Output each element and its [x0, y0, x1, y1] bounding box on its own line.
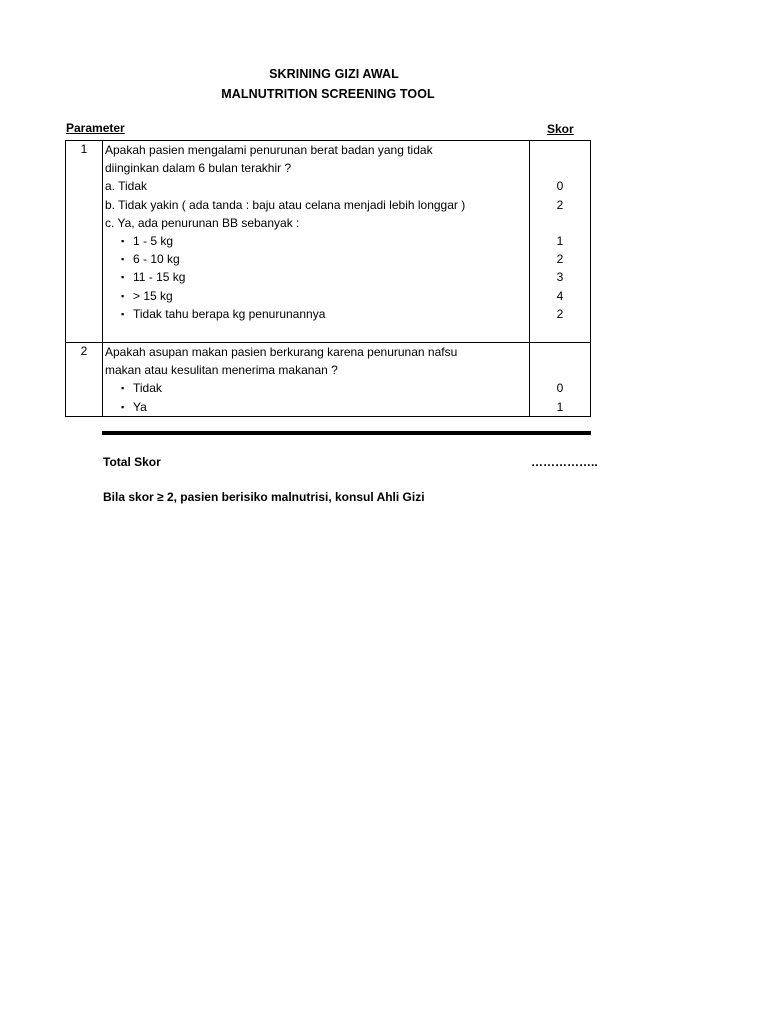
- list-item: [105, 287, 529, 305]
- small-square-bullet-icon: ▪: [121, 308, 125, 319]
- document-subtitle: MALNUTRITION SCREENING TOOL: [221, 87, 435, 101]
- option-c: c. Ya, ada penurunan BB sebanyak :: [105, 215, 300, 230]
- bullet-text: 1 - 5 kg: [133, 233, 174, 248]
- small-square-bullet-icon: ▪: [121, 272, 125, 283]
- list-item: [105, 232, 529, 250]
- screening-table: [65, 140, 591, 417]
- bullet-text: Tidak: [133, 381, 162, 396]
- small-square-bullet-icon: ▪: [121, 254, 125, 265]
- list-item: [105, 379, 529, 397]
- thick-divider: [102, 431, 591, 435]
- question-text: Apakah asupan makan pasien berkurang karena penurunan nafsu: [105, 345, 458, 359]
- question-text: diinginkan dalam 6 bulan terakhir ?: [105, 161, 292, 176]
- row-number: 1: [66, 141, 103, 343]
- bullet-text: Ya: [133, 399, 147, 414]
- list-item: [105, 398, 529, 416]
- small-square-bullet-icon: ▪: [121, 290, 125, 301]
- skor-header: Skor: [547, 122, 574, 136]
- table-row: [66, 141, 591, 343]
- bullet-text: 11 - 15 kg: [133, 270, 186, 285]
- row-number: 2: [66, 343, 103, 417]
- score-value: 2: [556, 306, 564, 321]
- bullet-text: > 15 kg: [133, 288, 173, 303]
- score-cell: [530, 343, 591, 417]
- score-value: 2: [556, 197, 564, 212]
- risk-note: Bila skor ≥ 2, pasien berisiko malnutrisi, konsul Ahli Gizi: [103, 490, 425, 504]
- score-value: 1: [556, 233, 564, 248]
- total-score-value: ……………..: [531, 455, 598, 469]
- small-square-bullet-icon: ▪: [121, 383, 125, 394]
- list-item: [105, 268, 529, 286]
- score-value: 0: [556, 179, 564, 194]
- option-a: a. Tidak: [105, 179, 148, 194]
- bullet-text: 6 - 10 kg: [133, 252, 180, 267]
- total-score-label: Total Skor: [103, 455, 161, 469]
- table-row: [66, 343, 591, 417]
- score-value: 1: [556, 399, 564, 414]
- bullet-text: Tidak tahu berapa kg penurunannya: [133, 306, 326, 321]
- question-text: Apakah pasien mengalami penurunan berat badan yang tidak: [105, 143, 433, 157]
- score-value: 0: [556, 381, 564, 396]
- small-square-bullet-icon: ▪: [121, 401, 125, 412]
- list-item: [105, 250, 529, 268]
- document-title: SKRINING GIZI AWAL: [269, 67, 399, 81]
- parameter-header: Parameter: [66, 121, 125, 135]
- question-cell: [103, 343, 530, 417]
- list-item: [105, 305, 529, 323]
- option-b: b. Tidak yakin ( ada tanda : baju atau celana menjadi lebih longgar ): [105, 197, 466, 212]
- score-value: 4: [556, 288, 564, 303]
- score-cell: [530, 141, 591, 343]
- score-value: 3: [556, 270, 564, 285]
- small-square-bullet-icon: ▪: [121, 235, 125, 246]
- question-text: makan atau kesulitan menerima makanan ?: [105, 363, 338, 378]
- score-value: 2: [556, 252, 564, 267]
- question-cell: [103, 141, 530, 343]
